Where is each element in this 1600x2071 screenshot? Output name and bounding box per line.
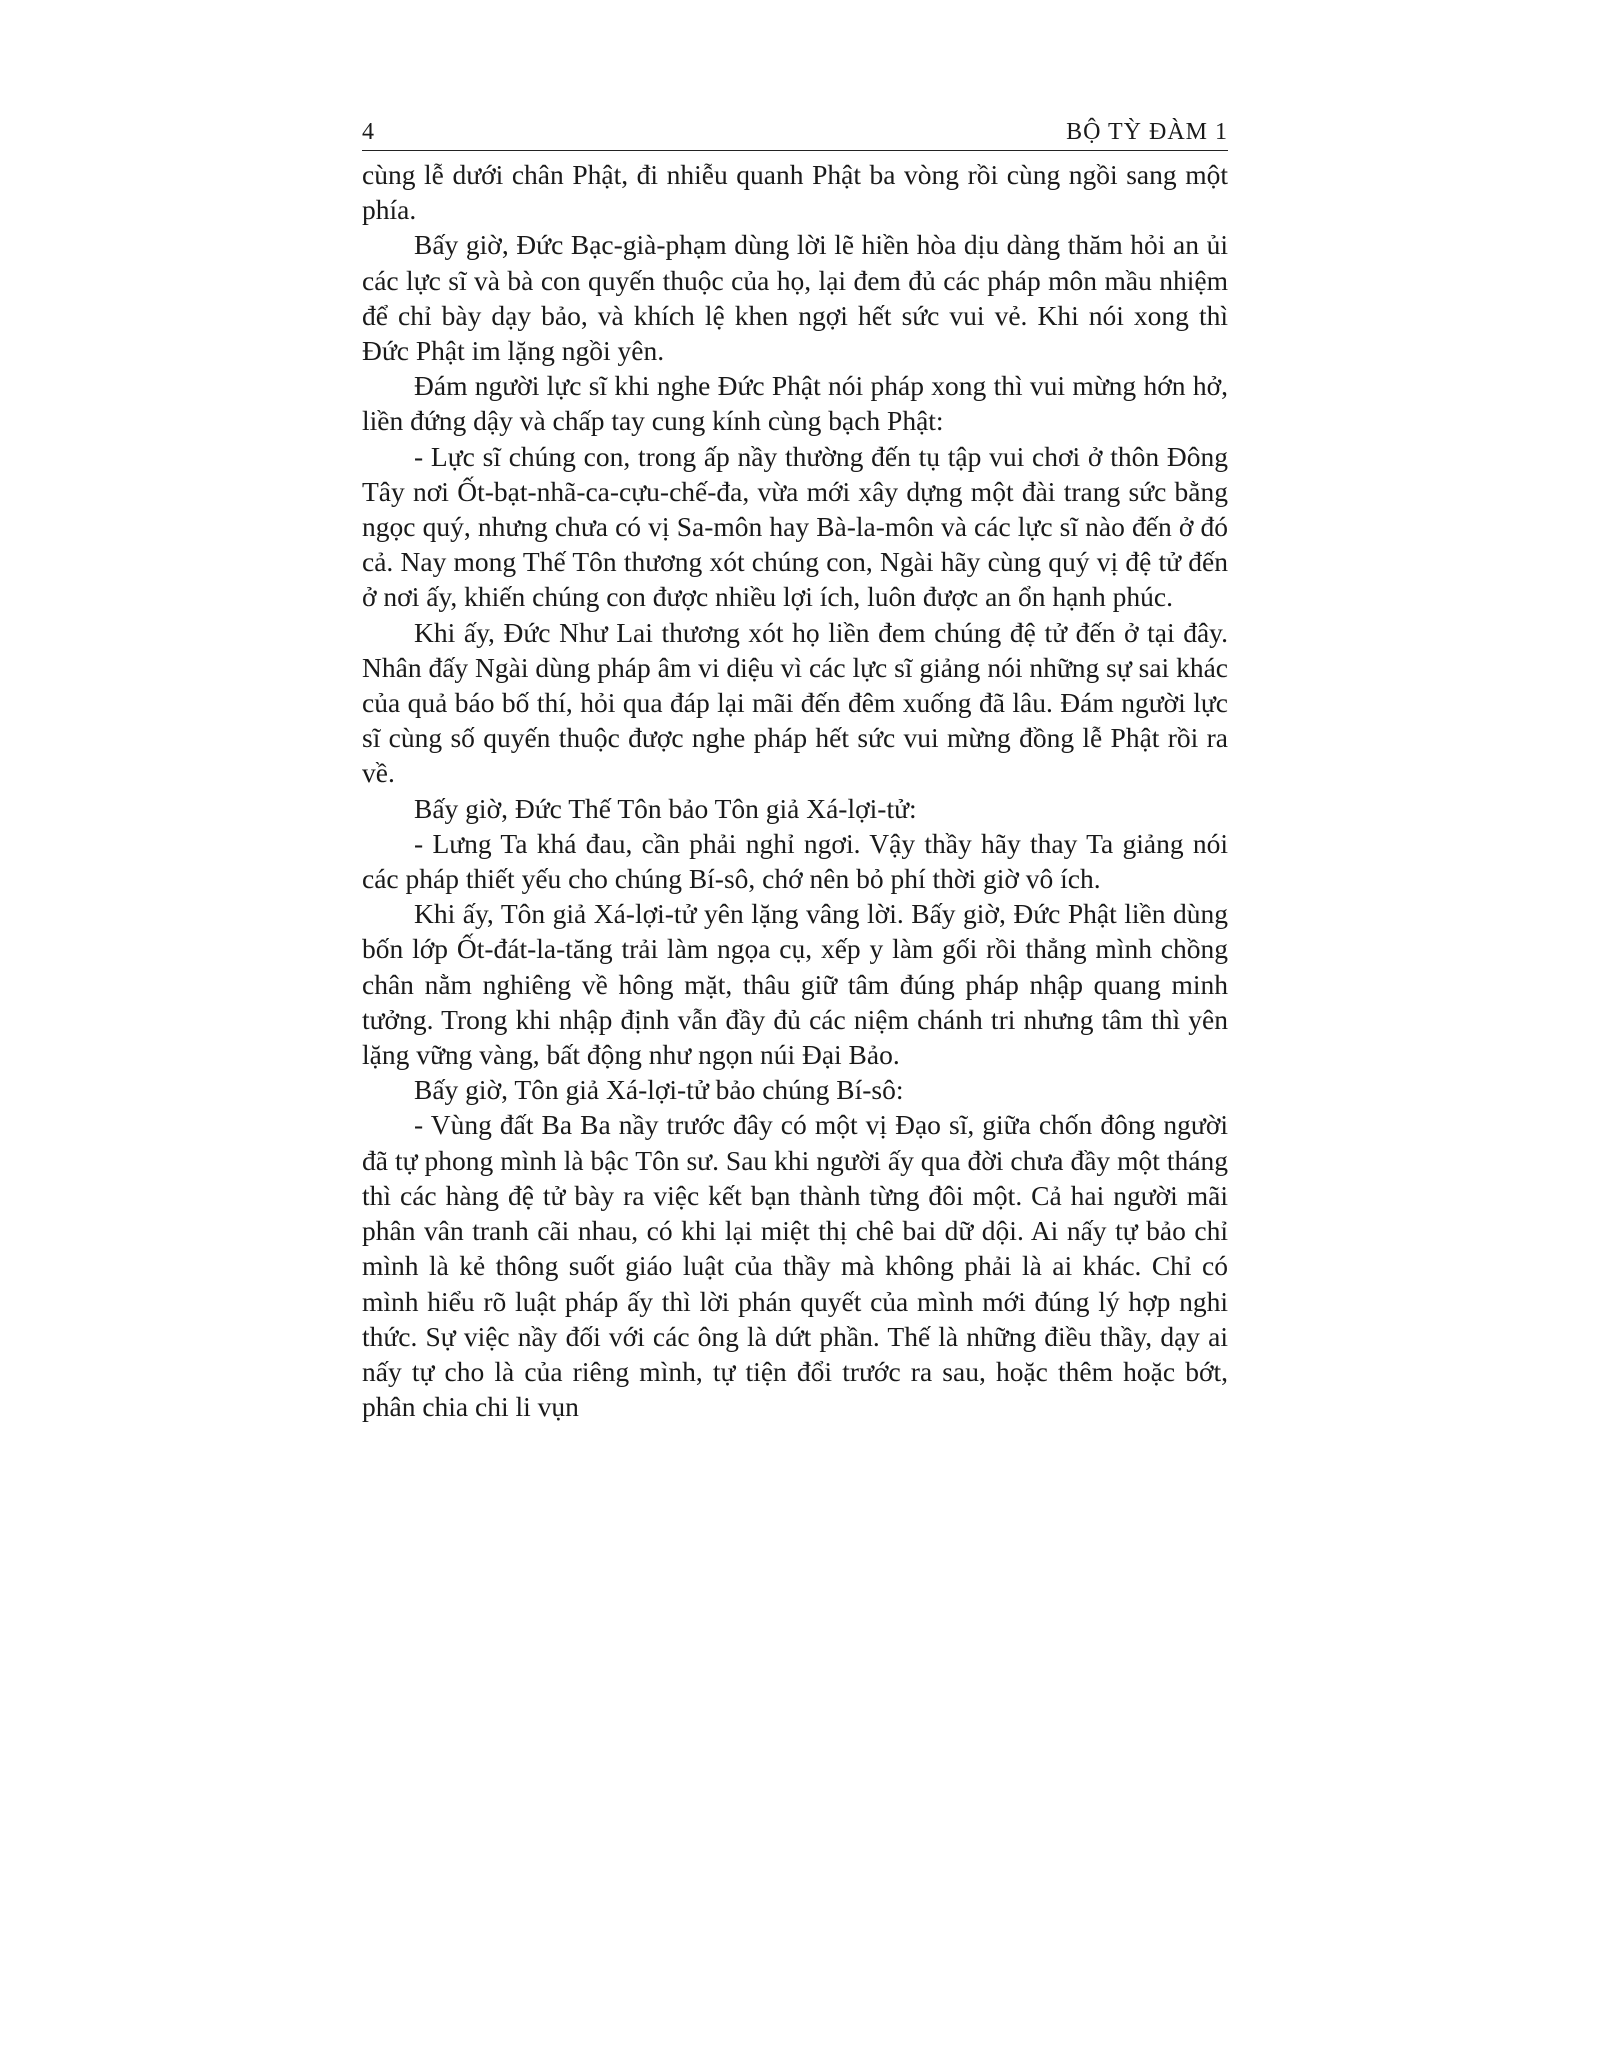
body-text [362, 157, 1228, 1424]
paragraph: Bấy giờ, Đức Bạc-già-phạm dùng lời lẽ hiền hòa dịu dàng thăm hỏi an ủi các lực sĩ và bà con quyến thuộc của họ, lại đem đủ các pháp môn mầu nhiệm để chỉ bày dạy bảo, và khích lệ khen ngợi hết sức vui vẻ. Khi nói xong thì Đức Phật im lặng ngồi yên. [362, 229, 1228, 367]
paragraph: Đám người lực sĩ khi nghe Đức Phật nói pháp xong thì vui mừng hớn hở, liền đứng dậy và chấp tay cung kính cùng bạch Phật: [362, 370, 1228, 437]
paragraph: Khi ấy, Đức Như Lai thương xót họ liền đem chúng đệ tử đến ở tại đây. Nhân đấy Ngài dùng pháp âm vi diệu vì các lực sĩ giảng nói những sự sai khác của quả báo bố thí, hỏi qua đáp lại mãi đến đêm xuống đã lâu. Đám người lực sĩ cùng số quyến thuộc được nghe pháp hết sức vui mừng đồng lễ Phật rồi ra về. [362, 616, 1228, 789]
paragraph: Khi ấy, Tôn giả Xá-lợi-tử yên lặng vâng lời. Bấy giờ, Đức Phật liền dùng bốn lớp Ốt-đát-la-tăng trải làm ngọa cụ, xếp y làm gối rồi thẳng mình chồng chân nằm nghiêng về hông mặt, thâu giữ tâm đúng pháp nhập quang minh tưởng. Trong khi nhập định vẫn đầy đủ các niệm chánh tri nhưng tâm thì yên lặng vững vàng, bất động như ngọn núi Đại Bảo. [362, 898, 1228, 1071]
paragraph: Bấy giờ, Tôn giả Xá-lợi-tử bảo chúng Bí-sô: [414, 1074, 904, 1106]
book-page [362, 118, 1228, 1424]
running-header [362, 118, 1228, 151]
paragraph: - Lực sĩ chúng con, trong ấp nầy thường đến tụ tập vui chơi ở thôn Đông Tây nơi Ốt-bạt-nhã-ca-cựu-chế-đa, vừa mới xây dựng một đài trang sức bằng ngọc quý, nhưng chưa có vị Sa-môn hay Bà-la-môn và các lực sĩ nào đến ở đó cả. Nay mong Thế Tôn thương xót chúng con, Ngài hãy cùng quý vị đệ tử đến ở nơi ấy, khiến chúng con được nhiều lợi ích, luôn được an ổn hạnh phúc. [362, 440, 1228, 613]
paragraph: - Lưng Ta khá đau, cần phải nghỉ ngơi. Vậy thầy hãy thay Ta giảng nói các pháp thiết yếu cho chúng Bí-sô, chớ nên bỏ phí thời giờ vô ích. [362, 827, 1228, 895]
paragraph: Bấy giờ, Đức Thế Tôn bảo Tôn giả Xá-lợi-tử: [414, 792, 917, 824]
page-number: 4 [362, 119, 374, 145]
book-title: BỘ TỲ ĐÀM 1 [1066, 119, 1228, 145]
paragraph: cùng lễ dưới chân Phật, đi nhiễu quanh Phật ba vòng rồi cùng ngồi sang một phía. [362, 159, 1228, 226]
paragraph: - Vùng đất Ba Ba nầy trước đây có một vị Đạo sĩ, giữa chốn đông người đã tự phong mình là bậc Tôn sư. Sau khi người ấy qua đời chưa đầy một tháng thì các hàng đệ tử bày ra việc kết bạn thành từng đôi một. Cả hai người mãi phân vân tranh cãi nhau, có khi lại miệt thị chê bai dữ dội. Ai nấy tự bảo chỉ mình là kẻ thông suốt giáo luật của thầy mà không phải là ai khác. Chỉ có mình hiểu rõ luật pháp ấy thì lời phán quyết của mình mới đúng lý hợp nghi thức. Sự việc nầy đối với các ông là dứt phần. Thế là những điều thầy, dạy ai nấy tự cho là của riêng mình, tự tiện đổi trước ra sau, hoặc thêm hoặc bớt, phân chia chi li vụn [362, 1109, 1228, 1423]
